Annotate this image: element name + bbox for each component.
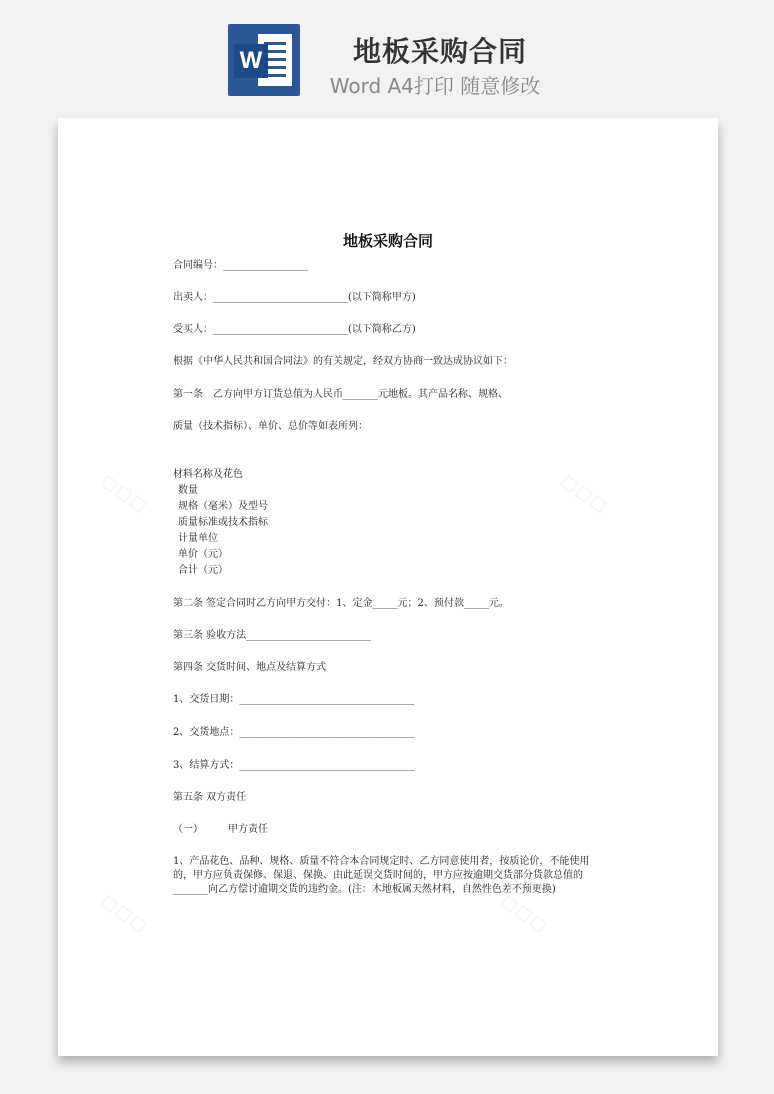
watermark <box>94 886 155 941</box>
party-a-responsibility-heading: （一） 甲方责任 <box>173 824 268 835</box>
delivery-date-line: 1、交货日期：___________________________________ <box>173 694 415 705</box>
word-logo-letter: W <box>234 44 268 78</box>
table-item: 数量 <box>178 485 198 496</box>
watermark <box>94 466 155 521</box>
seller-line: 出卖人：___________________________(以下简称甲方) <box>173 292 416 303</box>
basis-paragraph: 根据《中华人民共和国合同法》的有关规定，经双方协商一致达成协议如下： <box>173 356 513 367</box>
article-1-line-2: 质量（技术指标）、单价、总价等如表所列： <box>173 421 368 432</box>
watermark <box>554 466 615 521</box>
document-title: 地板采购合同 <box>342 232 433 250</box>
article-2: 第二条 签定合同时乙方向甲方交付：1、定金_____元；2、预付款_____元。 <box>173 598 509 609</box>
banner-title: 地板采购合同 <box>352 35 527 68</box>
article-4: 第四条 交货时间、地点及结算方式 <box>173 662 327 673</box>
table-item: 质量标准或技术指标 <box>178 517 268 528</box>
table-item: 计量单位 <box>178 533 218 544</box>
article-3: 第三条 验收方法_________________________ <box>173 630 372 641</box>
article-1-line-1: 第一条 乙方向甲方订货总值为人民币_______元地板。其产品名称、规格、 <box>173 389 508 400</box>
buyer-line: 受买人：___________________________(以下简称乙方) <box>173 324 416 335</box>
contract-number-line: 合同编号：_________________ <box>173 260 308 271</box>
table-item: 规格（毫米）及型号 <box>178 501 268 512</box>
banner <box>0 0 774 118</box>
table-item: 材料名称及花色 <box>173 469 243 480</box>
table-item: 单价（元） <box>178 549 228 560</box>
article-5: 第五条 双方责任 <box>173 792 247 803</box>
delivery-place-line: 2、交货地点：___________________________________ <box>173 727 415 738</box>
document-page <box>58 118 718 1056</box>
word-logo-icon <box>228 24 300 96</box>
banner-subtitle: Word A4打印 随意修改 <box>329 74 541 98</box>
clause-1-paragraph: 1、产品花色、品种、规格、质量不符合本合同规定时、乙方同意使用者，按质论价，不能使用的，甲方应负责保修、保退、保换、由此延误交货时间的，甲方应按逾期交货部分货款总值的_______向乙方偿讨逾期交货的违约金。(注：木地板属天然材料，自然性色差不预更换) <box>173 856 590 895</box>
settlement-line: 3、结算方式：___________________________________ <box>173 760 415 771</box>
table-item: 合计（元） <box>178 565 228 576</box>
